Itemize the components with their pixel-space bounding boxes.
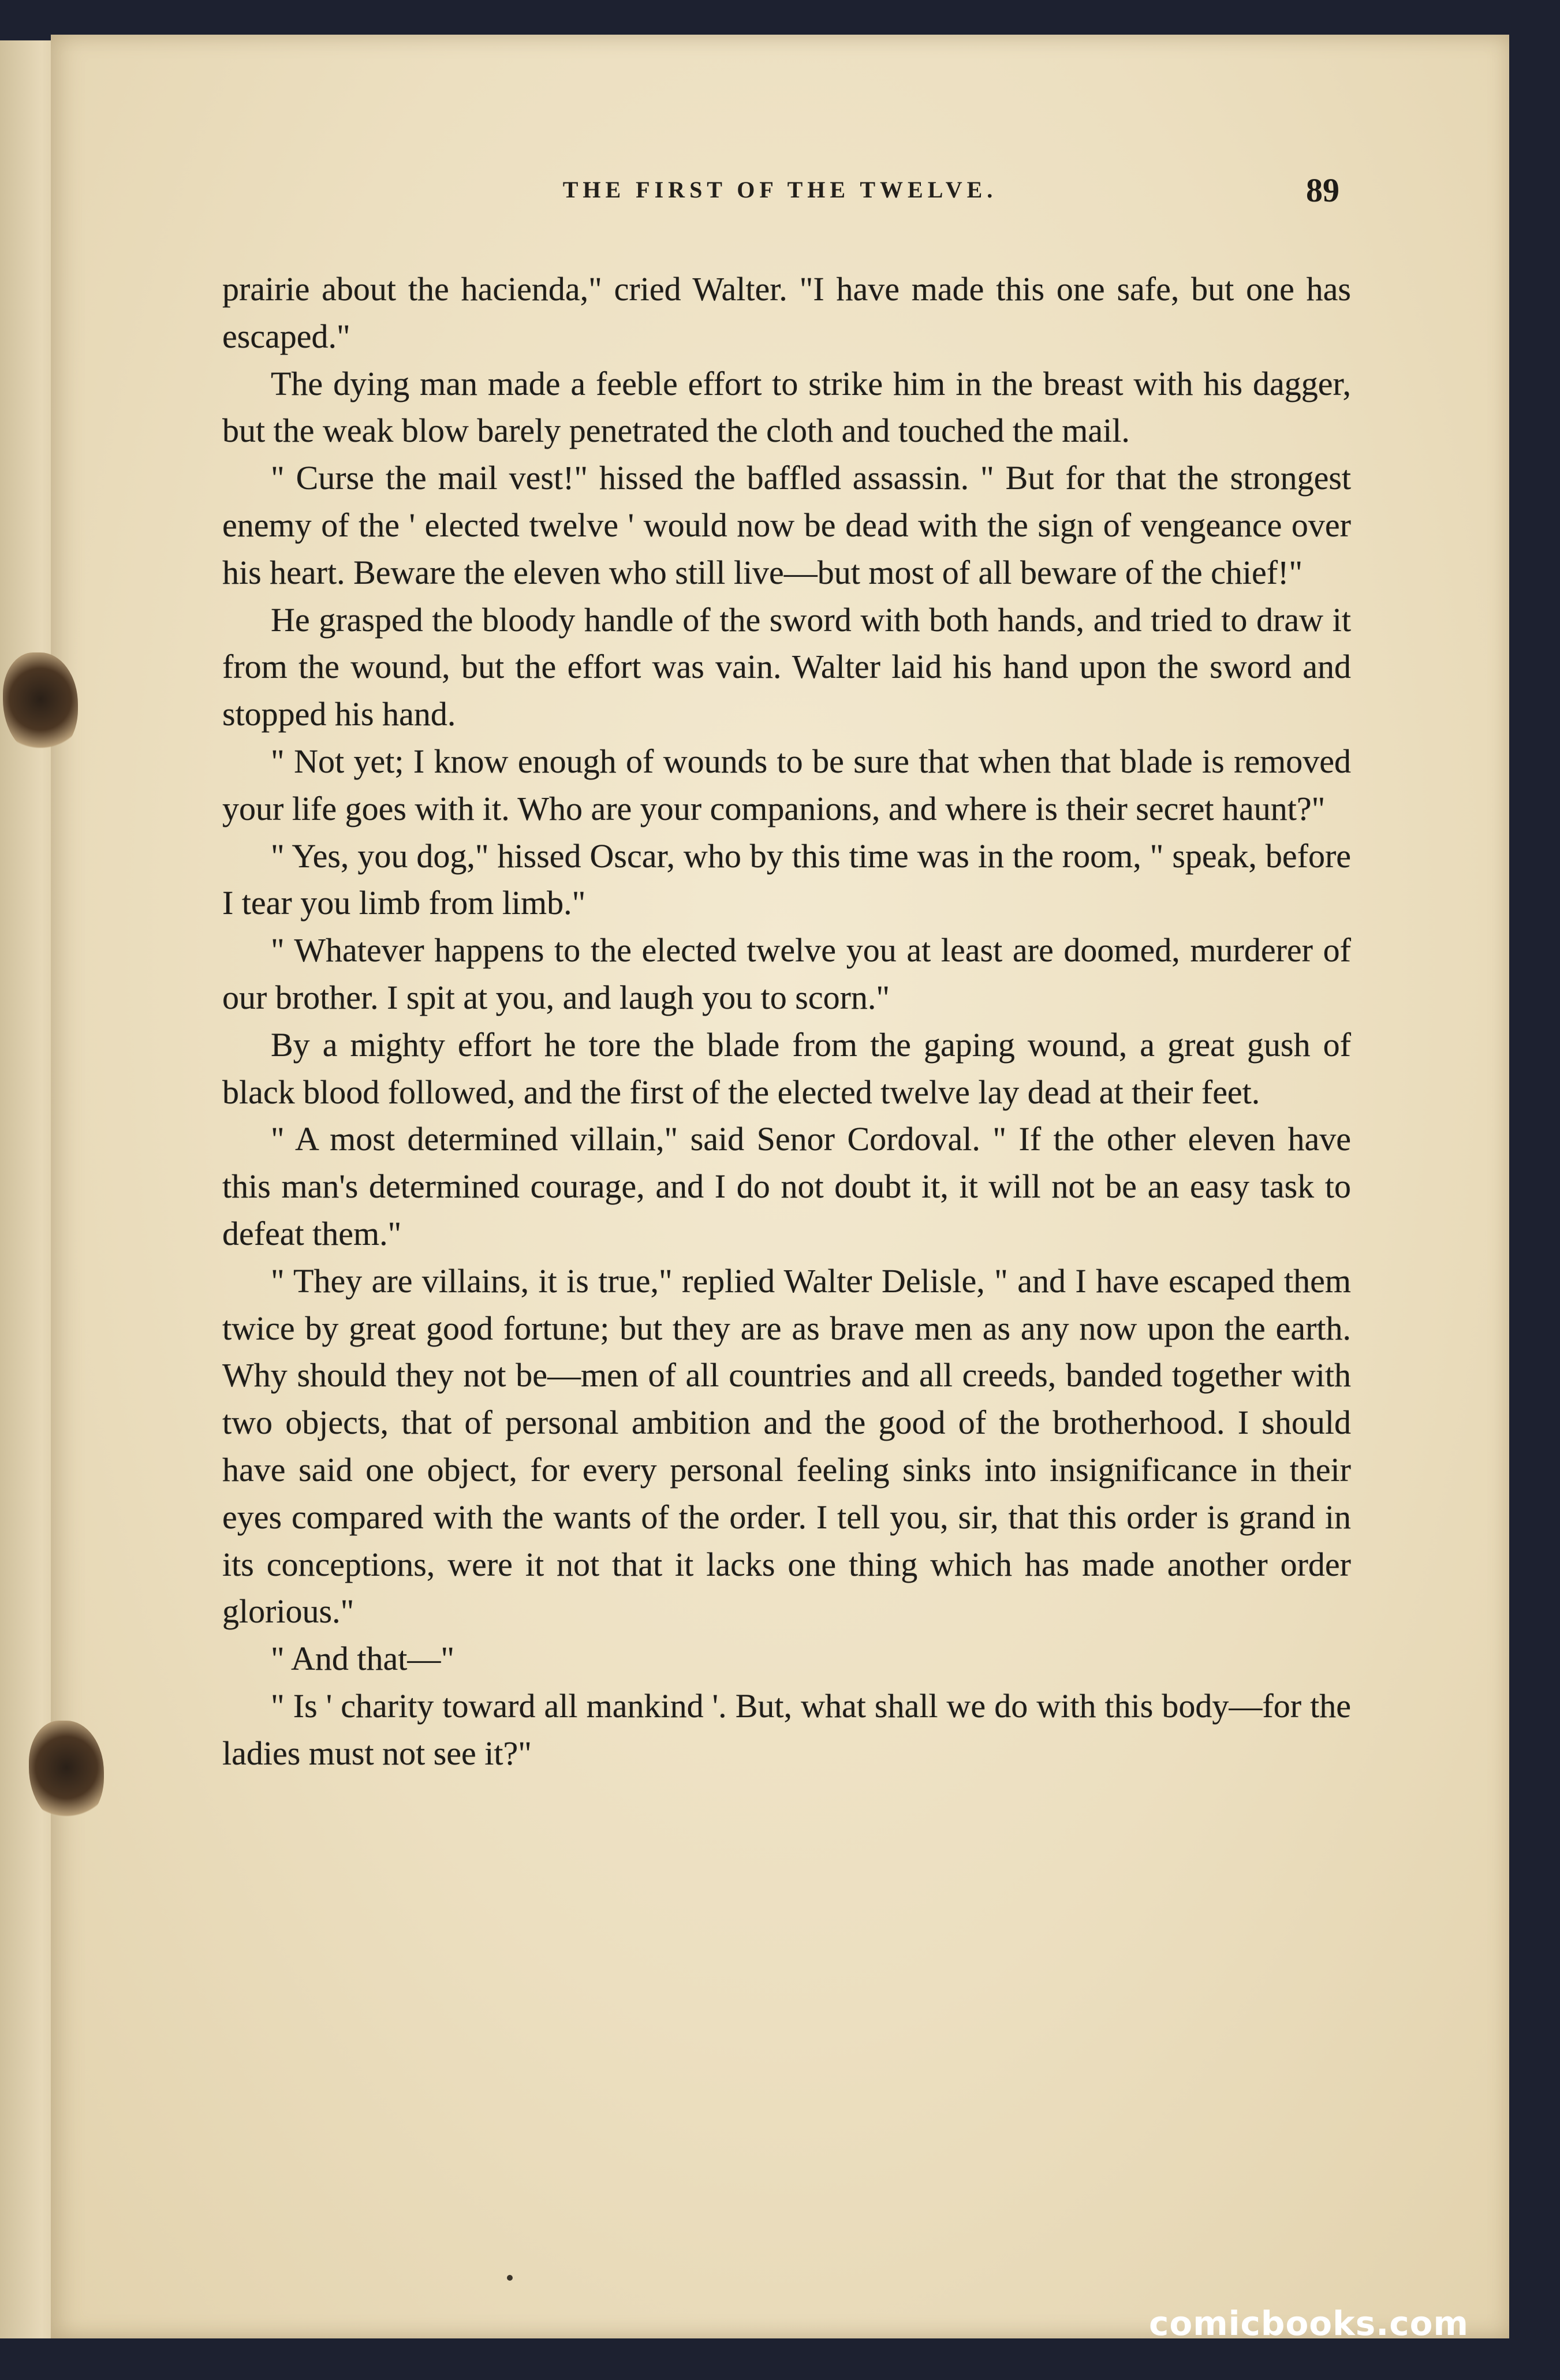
paragraph: " And that—" [271, 1640, 455, 1678]
page-number: 89 [1306, 171, 1339, 209]
paragraph: " Curse the mail vest!" hissed the baffled assassin. " But for that the strongest enemy of the ' elected twelve ' would now be dead with the sign of vengeance over his heart. Beware the eleven who still live—but most of all beware of the chief!" [222, 459, 1351, 591]
running-head: THE FIRST OF THE TWELVE. [562, 177, 998, 203]
paragraph: " Is ' charity toward all mankind '. But, what shall we do with this body—for the ladies must not see it?" [222, 1687, 1351, 1772]
paragraph: " A most determined villain," said Senor Cordoval. " If the other eleven have this man's determined courage, and I do not doubt it, it will not be an easy task to defeat them." [222, 1120, 1351, 1252]
page-speck [507, 2275, 513, 2281]
paragraph: " They are villains, it is true," replied Walter Delisle, " and I have escaped them twice by great good fortune; but they are as brave men as any now upon the earth. Why should they not be—men of all countries and all creeds, banded together with two objects, that of personal ambition and the good of the brotherhood. I should have said one object, for every personal feeling sinks into insignificance in their eyes compared with the wants of the order. I tell you, sir, that this order is grand in its conceptions, were it not that it lacks one thing which has made another order glorious." [222, 1262, 1351, 1631]
paragraph: prairie about the hacienda," cried Walter. "I have made this one safe, but one has escaped." [222, 270, 1351, 355]
paragraph: " Whatever happens to the elected twelve you at least are doomed, murderer of our brother. I spit at you, and laugh you to scorn." [222, 931, 1351, 1016]
paragraph: He grasped the bloody handle of the sword with both hands, and tried to draw it from the wound, but the effort was vain. Walter laid his hand upon the sword and stopped his hand. [222, 600, 1351, 733]
body-text [222, 266, 1351, 2229]
paragraph: The dying man made a feeble effort to strike him in the breast with his dagger, but the weak blow barely penetrated the cloth and touched the mail. [222, 364, 1351, 450]
paragraph: " Not yet; I know enough of wounds to be sure that when that blade is removed your life goes with it. Who are your companions, and where is their secret haunt?" [222, 742, 1351, 827]
watermark: comicbooks.com [1149, 2304, 1469, 2343]
paragraph: By a mighty effort he tore the blade from the gaping wound, a great gush of black blood followed, and the first of the elected twelve lay dead at their feet. [222, 1025, 1351, 1111]
paragraph: " Yes, you dog," hissed Oscar, who by this time was in the room, " speak, before I tear you limb from limb." [222, 837, 1351, 922]
